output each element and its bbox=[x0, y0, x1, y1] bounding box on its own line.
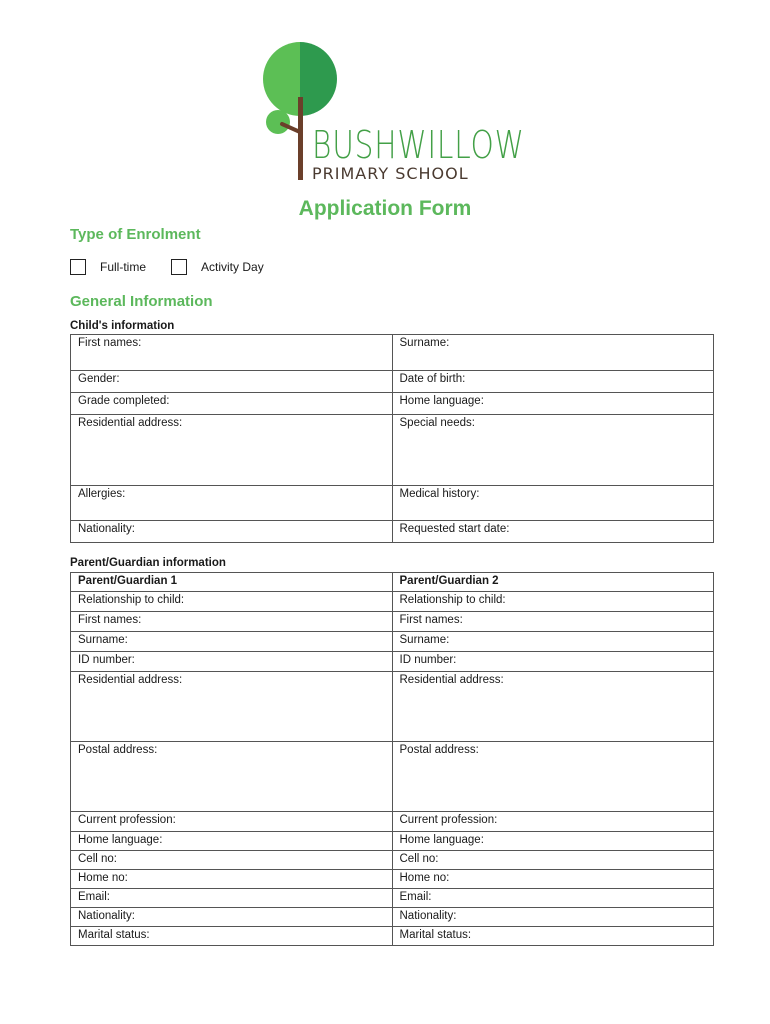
parent2-postal-address-field[interactable]: Postal address: bbox=[392, 742, 714, 812]
table-row bbox=[71, 573, 714, 592]
school-name-line1: BUSHWILLOW bbox=[312, 123, 525, 167]
parent-info-heading: Parent/Guardian information bbox=[70, 557, 226, 569]
table-row bbox=[71, 672, 714, 742]
parent1-profession-field[interactable]: Current profession: bbox=[71, 812, 393, 832]
special-needs-field[interactable]: Special needs: bbox=[392, 415, 714, 486]
activity-day-label: Activity Day bbox=[201, 260, 264, 274]
parent2-header: Parent/Guardian 2 bbox=[392, 573, 714, 592]
fulltime-label: Full-time bbox=[100, 260, 147, 274]
surname-field[interactable]: Surname: bbox=[392, 335, 714, 371]
general-heading: General Information bbox=[70, 293, 213, 310]
table-row bbox=[71, 335, 714, 371]
parent2-home-no-field[interactable]: Home no: bbox=[392, 870, 714, 889]
residential-address-field[interactable]: Residential address: bbox=[71, 415, 393, 486]
table-row bbox=[71, 486, 714, 521]
tree-canopy-right bbox=[300, 42, 337, 116]
parent2-nationality-field[interactable]: Nationality: bbox=[392, 908, 714, 927]
parent1-relationship-field[interactable]: Relationship to child: bbox=[71, 592, 393, 612]
parent1-residential-address-field[interactable]: Residential address: bbox=[71, 672, 393, 742]
table-row bbox=[71, 371, 714, 393]
table-row bbox=[71, 889, 714, 908]
table-row bbox=[71, 592, 714, 612]
parent1-header: Parent/Guardian 1 bbox=[71, 573, 393, 592]
first-names-field[interactable]: First names: bbox=[71, 335, 393, 371]
child-info-heading: Child's information bbox=[70, 320, 175, 332]
parent1-email-field[interactable]: Email: bbox=[71, 889, 393, 908]
table-row bbox=[71, 632, 714, 652]
child-info-table bbox=[70, 334, 714, 543]
table-row bbox=[71, 908, 714, 927]
parent1-home-no-field[interactable]: Home no: bbox=[71, 870, 393, 889]
table-row bbox=[71, 742, 714, 812]
table-row bbox=[71, 812, 714, 832]
table-row bbox=[71, 851, 714, 870]
table-row bbox=[71, 652, 714, 672]
nationality-field[interactable]: Nationality: bbox=[71, 521, 393, 543]
parent2-profession-field[interactable]: Current profession: bbox=[392, 812, 714, 832]
parent1-cell-no-field[interactable]: Cell no: bbox=[71, 851, 393, 870]
parent1-home-language-field[interactable]: Home language: bbox=[71, 832, 393, 851]
parent2-home-language-field[interactable]: Home language: bbox=[392, 832, 714, 851]
activity-day-checkbox[interactable] bbox=[171, 259, 187, 275]
requested-start-date-field[interactable]: Requested start date: bbox=[392, 521, 714, 543]
parent1-id-number-field[interactable]: ID number: bbox=[71, 652, 393, 672]
parent2-first-names-field[interactable]: First names: bbox=[392, 612, 714, 632]
parent2-residential-address-field[interactable]: Residential address: bbox=[392, 672, 714, 742]
parent2-relationship-field[interactable]: Relationship to child: bbox=[392, 592, 714, 612]
table-row bbox=[71, 832, 714, 851]
parent1-marital-status-field[interactable]: Marital status: bbox=[71, 927, 393, 946]
tree-canopy-left bbox=[263, 42, 300, 116]
school-name-line2: PRIMARY SCHOOL bbox=[312, 164, 469, 183]
allergies-field[interactable]: Allergies: bbox=[71, 486, 393, 521]
table-row bbox=[71, 870, 714, 889]
parent2-cell-no-field[interactable]: Cell no: bbox=[392, 851, 714, 870]
medical-history-field[interactable]: Medical history: bbox=[392, 486, 714, 521]
parent1-first-names-field[interactable]: First names: bbox=[71, 612, 393, 632]
parent2-email-field[interactable]: Email: bbox=[392, 889, 714, 908]
enrolment-heading: Type of Enrolment bbox=[70, 226, 201, 243]
table-row bbox=[71, 612, 714, 632]
fulltime-checkbox[interactable] bbox=[70, 259, 86, 275]
gender-field[interactable]: Gender: bbox=[71, 371, 393, 393]
parent2-id-number-field[interactable]: ID number: bbox=[392, 652, 714, 672]
page-title: Application Form bbox=[298, 197, 472, 220]
parent1-postal-address-field[interactable]: Postal address: bbox=[71, 742, 393, 812]
home-language-field[interactable]: Home language: bbox=[392, 393, 714, 415]
parent1-surname-field[interactable]: Surname: bbox=[71, 632, 393, 652]
parent2-surname-field[interactable]: Surname: bbox=[392, 632, 714, 652]
tree-small-canopy bbox=[266, 110, 290, 134]
parent1-nationality-field[interactable]: Nationality: bbox=[71, 908, 393, 927]
enrolment-options bbox=[70, 257, 289, 277]
grade-completed-field[interactable]: Grade completed: bbox=[71, 393, 393, 415]
table-row bbox=[71, 393, 714, 415]
table-row bbox=[71, 927, 714, 946]
tree-trunk bbox=[298, 97, 303, 180]
date-of-birth-field[interactable]: Date of birth: bbox=[392, 371, 714, 393]
table-row bbox=[71, 415, 714, 486]
table-row bbox=[71, 521, 714, 543]
parent2-marital-status-field[interactable]: Marital status: bbox=[392, 927, 714, 946]
parent-info-table bbox=[70, 572, 714, 946]
